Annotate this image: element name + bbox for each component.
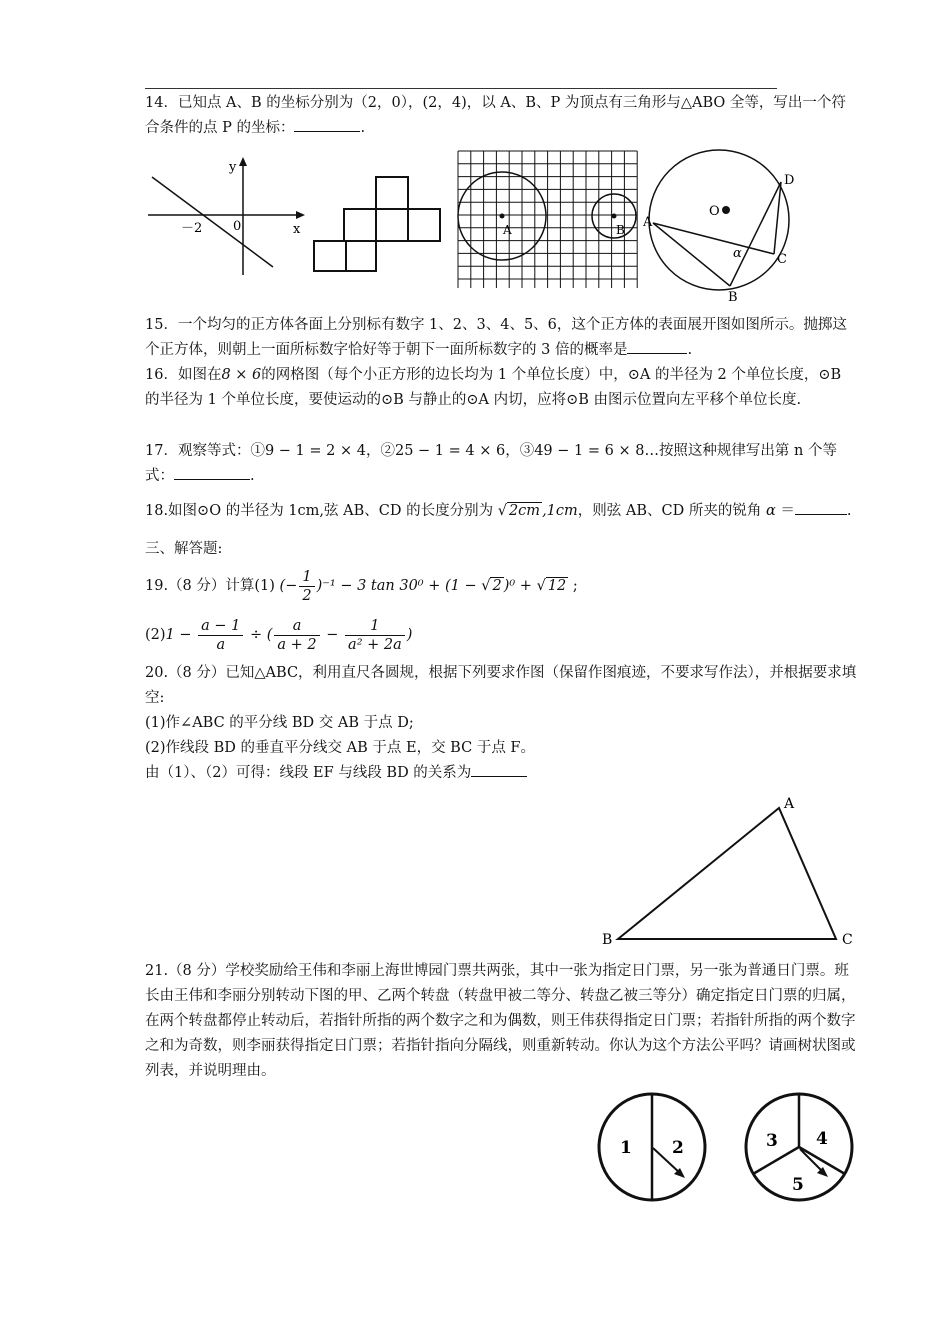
spinner-1-number: 2 [672, 1138, 684, 1158]
answer-blank-14[interactable] [294, 117, 360, 132]
question-19-part1: 19.（8 分）计算(1) (− $\frac{1}{2}$ )⁻¹ − 3 tan 30⁰ + (1 − √ 2 )⁰ + √ 12 ; [145, 568, 578, 604]
fraction-a-over-a-plus-2: $\frac{a}{a + 2}$ [274, 617, 319, 654]
label-c: C [842, 932, 853, 948]
graph-line [152, 177, 273, 267]
answer-blank-20[interactable] [471, 762, 527, 777]
triangle-abc [618, 808, 836, 939]
label-o: O [709, 204, 720, 219]
label-alpha: α [733, 246, 742, 261]
circle-o [649, 150, 789, 290]
question-20-step1: (1)作∠ABC 的平分线 BD 交 AB 于点 D; [145, 715, 414, 731]
fraction-1-over-a2-plus-2a: $\frac{1}{\text{a² + 2a}}$ [345, 617, 405, 654]
net-square [346, 241, 376, 271]
origin-label: 0 [233, 219, 242, 234]
figure-circle-chords [643, 148, 808, 303]
answer-blank-18[interactable] [795, 500, 847, 515]
net-square [376, 177, 408, 209]
question-14: 14．已知点 A、B 的坐标分别为（2，0），(2，4)，以 A、B、P 为顶点有三角形与△ABO 全等，写出一个符合条件的点 P 的坐标： . [145, 95, 846, 136]
fraction-a-minus-1: $\frac{a - 1}{a}$ [198, 617, 243, 654]
label-a: A [643, 215, 653, 230]
question-21: 21.（8 分）学校奖励给王伟和李丽上海世博园门票共两张，其中一张为指定日门票，另一张为普通日门票。班长由王伟和李丽分别转动下图的甲、乙两个转盘（转盘甲被二等分、转盘乙被三等分）确定指定日门票的归属，在两个转盘都停止转动后，若指针所指的两个数字之和为偶数，则王伟获得指定日门票；若指针所指的两个数字之和为奇数，则李丽获得指定日门票；若指针指向分隔线，则重新转动。你认为这个方法公平吗？请画树状图或列表，并说明理由。 [145, 963, 856, 1079]
x-label: x [293, 222, 301, 237]
y-axis-arrow [239, 157, 247, 166]
label-c: C [777, 252, 787, 267]
header-rule [145, 88, 777, 89]
center-b [612, 214, 617, 219]
label-b: B [616, 223, 625, 237]
spinner-2-number: 4 [816, 1129, 828, 1149]
answer-blank-15[interactable] [627, 339, 687, 354]
spinner-2-number: 5 [792, 1175, 804, 1195]
spinner-2-divider [753, 1147, 799, 1174]
chord-bd [730, 182, 781, 286]
center-o [722, 206, 730, 214]
label-b: B [728, 290, 738, 303]
center-a [500, 214, 505, 219]
question-18: 18.如图⊙O 的半径为 1cm,弦 AB、CD 的长度分别为 √ 2cm ,1cm，则弦 AB、CD 所夹的锐角 α ＝ . [145, 499, 860, 524]
question-17: 17．观察等式：①9 − 1 = 2 × 4，②25 − 1 = 4 × 6，③49 − 1 = 6 × 8…按照这种规律写出第 n 个等式： . [145, 443, 837, 484]
figure-grid-circles [455, 148, 640, 288]
label-b: B [602, 932, 613, 948]
net-square [376, 209, 408, 241]
question-16: 16．如图在8 × 6的网格图（每个小正方形的边长均为 1 个单位长度）中，⊙A 的半径为 2 个单位长度，⊙B 的半径为 1 个单位长度，要使运动的⊙B 与静止的⊙A 内切，应将⊙B 由图示位置向左平移个单位长度. [145, 367, 842, 408]
net-square [344, 209, 376, 241]
neg2-label: －2 [181, 221, 203, 236]
question-20-intro: 20.（8 分）已知△ABC，利用直尺各圆规，根据下列要求作图（保留作图痕迹，不要求写作法），并根据要求填空: [145, 665, 857, 706]
fraction-half: $\frac{1}{2}$ [299, 568, 314, 605]
spinner-2-number: 3 [766, 1131, 778, 1151]
net-square [408, 209, 440, 241]
figure-cube-net [312, 174, 442, 274]
question-20-result: 由（1）、（2）可得：线段 EF 与线段 BD 的关系为 [145, 761, 860, 786]
net-square [314, 241, 346, 271]
question-15: 15．一个均匀的正方体各面上分别标有数字 1、2、3、4、5、6，这个正方体的表面展开图如图所示。抛掷这个正方体，则朝上一面所标数字恰好等于朝下一面所标数字的 3 倍的概率是 . [145, 317, 847, 358]
label-a: A [503, 223, 512, 237]
answer-blank-17[interactable] [174, 465, 250, 480]
figure-triangle [598, 792, 860, 952]
spinner-1-number: 1 [620, 1138, 632, 1158]
sqrt-2cm: √ 2cm [497, 503, 541, 519]
label-a: A [784, 796, 795, 812]
label-d: D [784, 173, 795, 188]
question-20-step2: (2)作线段 BD 的垂直平分线交 AB 于点 E，交 BC 于点 F。 [145, 740, 535, 756]
section-heading: 三、解答题: [145, 541, 223, 557]
figure-spinners [596, 1092, 861, 1204]
question-19-part2: (2)1 − $\frac{a - 1}{a}$ ÷ ( $\frac{a}{a + 2}$ − $\frac{1}{\text{a² + 2a}}$ ) [145, 617, 413, 653]
x-axis-arrow [296, 211, 305, 219]
y-label: y [229, 160, 237, 175]
figure-axes-line [145, 155, 310, 280]
